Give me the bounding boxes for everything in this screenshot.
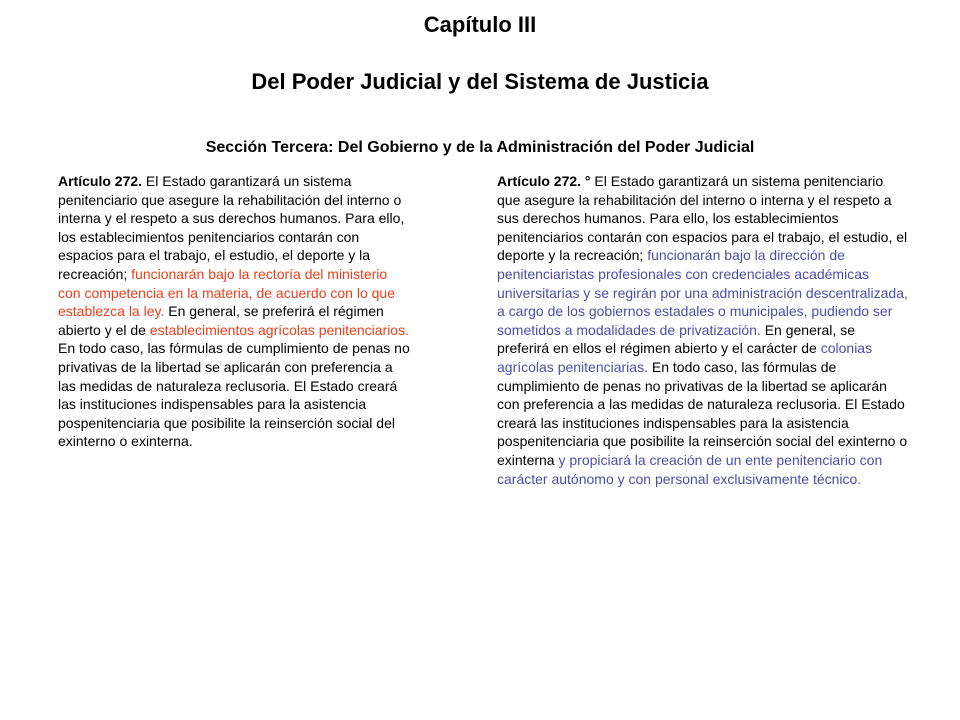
left-article-highlight-2: establecimientos agrícolas penitenciarios. (149, 321, 409, 338)
left-article-text-2: En general, se preferirá el régimen abierto y el de (58, 303, 384, 338)
left-article-text-1: El Estado garantizará un sistema penitenciario que asegure la rehabilitación del interno o interna y el respeto a sus derechos humanos. Para ello, los establecimientos penitenciarios contarán con espacios para el trabajo, el estudio, el deporte y la recreación; (58, 173, 405, 282)
left-article-heading: Artículo 272. (58, 173, 143, 189)
left-article-text-3: En todo caso, las fórmulas de cumplimiento de penas no privativas de la libertad se aplicarán con preferencia a las medidas de naturaleza reclusoria. El Estado creará las instituciones indispensables para la asistencia pospenitenciaria que posibilite la reinserción social del exinterno o exinterna. (58, 340, 410, 450)
right-article-highlight-3: y propiciará la creación de un ente penitenciario con carácter autónomo y con personal exclusivamente técnico. (497, 451, 883, 487)
left-article-highlight-1: funcionarán bajo la rectoría del ministerio con competencia en la materia, de acuerdo con lo que establezca la ley. (58, 265, 395, 320)
right-article-highlight-1: funcionarán bajo la dirección de penitenciaristas profesionales con credenciales académicas universitarias y se regirán por una administración descentralizada, a cargo de los gobiernos estadales o municipales, pudiendo ser sometidos a modalidades de privatización. (497, 247, 908, 338)
right-article-text-1: El Estado garantizará un sistema penitenciario que asegure la rehabilitación del interno o interna y el respeto a sus derechos humanos. Para ello, los establecimientos penitenciarios contarán con espacios para el trabajo, el estudio, el deporte y la recreación; (497, 173, 908, 264)
chapter-title: Capítulo III (423, 12, 537, 37)
page-title: Del Poder Judicial y del Sistema de Justicia (251, 69, 709, 94)
right-article-highlight-2: colonias agrícolas penitenciarias. (497, 340, 873, 375)
right-article-text-2: En general, se preferirá en ellos el régimen abierto y el carácter de (497, 321, 855, 357)
right-article-text-3: En todo caso, las fórmulas de cumplimiento de penas no privativas de la libertad se aplicarán con preferencia a las medidas de naturaleza reclusoria. El Estado creará las instituciones indispensables para la asistencia pospenitenciaria que posibilite la reinserción social del exinterno o exinterna (497, 358, 908, 468)
section-title: Sección Tercera: Del Gobierno y de la Administración del Poder Judicial (205, 139, 755, 156)
left-article (58, 172, 410, 451)
right-article (497, 172, 909, 488)
right-article-heading: Artículo 272. ° (497, 173, 591, 189)
